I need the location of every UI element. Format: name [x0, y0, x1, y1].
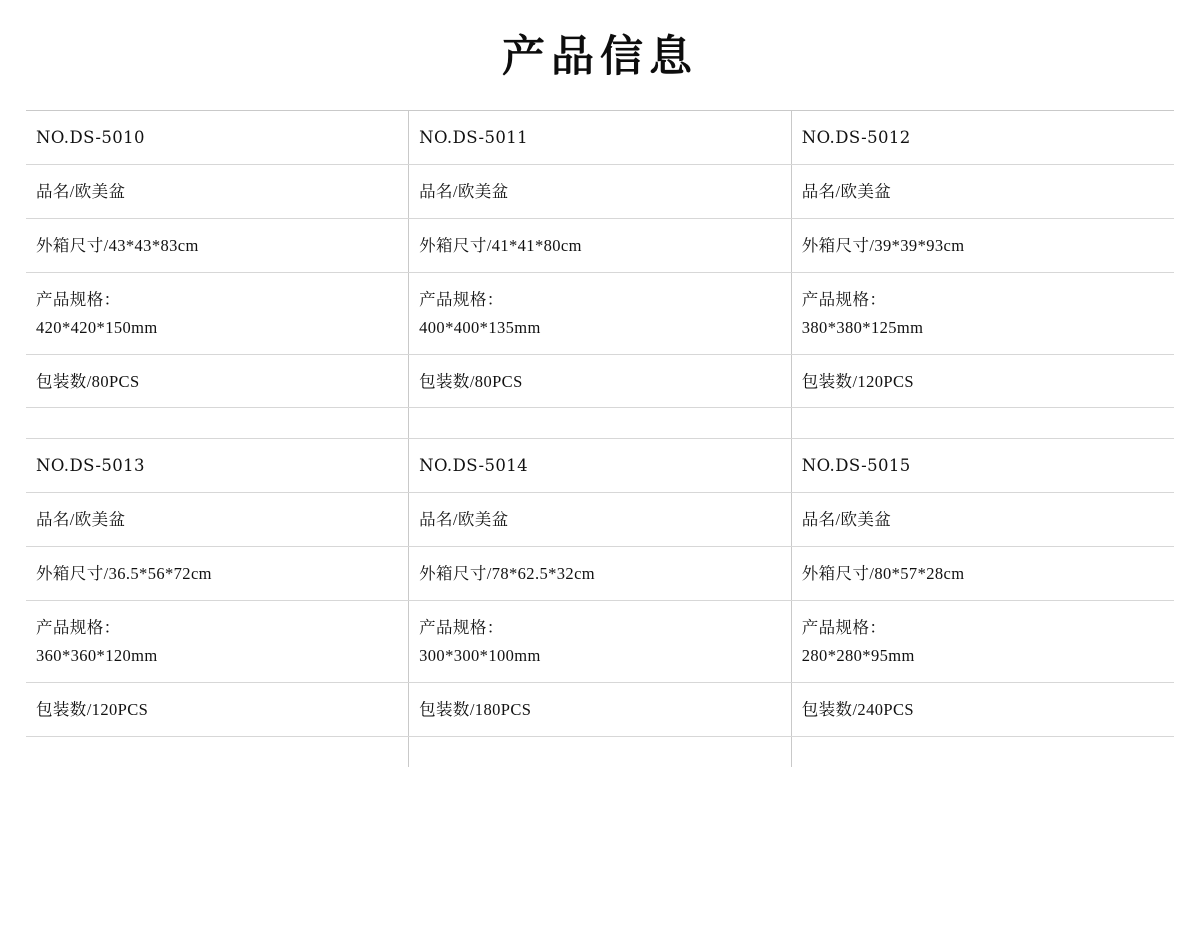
product-spec [792, 273, 1174, 354]
cell-name-6 [791, 493, 1174, 547]
packing-qty: 包装数/80PCS [36, 371, 140, 391]
cell-packing-1 [26, 354, 409, 408]
cell-packing-4 [26, 683, 409, 737]
cell-packing-2 [409, 354, 792, 408]
packing-qty: 包装数/120PCS [801, 371, 914, 391]
product-spec-value: 420*420*150mm [36, 317, 158, 337]
product-no: NO.DS-5010 [36, 127, 145, 147]
cell-packing-3 [791, 354, 1174, 408]
cell-carton-4 [26, 547, 409, 601]
table-row [26, 110, 1174, 164]
block-separator-cell [791, 408, 1174, 439]
product-no: NO.DS-5013 [36, 456, 145, 476]
document-page [0, 30, 1200, 930]
cell-name-1 [26, 164, 409, 218]
table-row [26, 547, 1174, 601]
carton-size: 外箱尺寸/41*41*80cm [419, 235, 582, 255]
product-no: NO.DS-5014 [419, 456, 529, 476]
product-spec-label: 产品规格： [801, 289, 887, 309]
block-separator-cell [409, 408, 792, 439]
product-spec-value: 300*300*100mm [419, 646, 541, 666]
cell-carton-6 [791, 547, 1174, 601]
cell-name-5 [409, 493, 792, 547]
cell-no-1 [26, 110, 409, 164]
table-row [26, 272, 1174, 354]
product-spec-table [26, 110, 1174, 767]
product-name: 品名/欧美盆 [36, 181, 126, 201]
page-title: 产品信息 [502, 32, 698, 82]
product-spec [409, 273, 791, 354]
cell-name-3 [791, 164, 1174, 218]
cell-spec-6 [791, 601, 1174, 683]
cell-spec-4 [26, 601, 409, 683]
cell-packing-6 [791, 683, 1174, 737]
block-separator-row [26, 408, 1174, 439]
product-name: 品名/欧美盆 [419, 181, 509, 201]
product-spec-label: 产品规格： [36, 289, 121, 309]
cell-spec-3 [791, 272, 1174, 354]
product-no: NO.DS-5011 [419, 127, 529, 147]
cell-spec-1 [26, 272, 409, 354]
product-name: 品名/欧美盆 [419, 510, 509, 530]
table-row [26, 354, 1174, 408]
product-no: NO.DS-5015 [801, 456, 911, 476]
cell-no-2 [409, 110, 792, 164]
product-spec-label: 产品规格： [801, 618, 887, 638]
packing-qty: 包装数/120PCS [36, 700, 149, 720]
product-spec-table-wrapper [26, 110, 1174, 767]
cell-carton-1 [26, 218, 409, 272]
table-row [26, 683, 1174, 737]
footer-band-cell [26, 736, 409, 767]
table-footer-band [26, 736, 1174, 767]
packing-qty: 包装数/80PCS [419, 371, 523, 391]
cell-no-5 [409, 439, 792, 493]
footer-band-cell [409, 736, 792, 767]
table-row [26, 218, 1174, 272]
product-name: 品名/欧美盆 [36, 510, 126, 530]
product-spec [409, 601, 791, 682]
cell-no-3 [791, 110, 1174, 164]
cell-no-4 [26, 439, 409, 493]
cell-no-6 [791, 439, 1174, 493]
cell-name-2 [409, 164, 792, 218]
product-spec [792, 601, 1174, 682]
carton-size: 外箱尺寸/36.5*56*72cm [36, 564, 212, 584]
product-spec-value: 280*280*95mm [801, 646, 915, 666]
product-name: 品名/欧美盆 [801, 181, 892, 201]
table-row [26, 439, 1174, 493]
packing-qty: 包装数/240PCS [801, 700, 914, 720]
carton-size: 外箱尺寸/78*62.5*32cm [419, 564, 596, 584]
cell-carton-5 [409, 547, 792, 601]
cell-carton-2 [409, 218, 792, 272]
carton-size: 外箱尺寸/39*39*93cm [801, 235, 965, 255]
product-spec-label: 产品规格： [36, 618, 121, 638]
product-no: NO.DS-5012 [801, 127, 911, 147]
cell-spec-5 [409, 601, 792, 683]
carton-size: 外箱尺寸/80*57*28cm [801, 564, 965, 584]
table-row [26, 493, 1174, 547]
product-spec-label: 产品规格： [419, 618, 504, 638]
product-spec [26, 601, 408, 682]
product-spec-label: 产品规格： [419, 289, 504, 309]
cell-carton-3 [791, 218, 1174, 272]
cell-spec-2 [409, 272, 792, 354]
product-spec-value: 380*380*125mm [801, 317, 924, 337]
cell-name-4 [26, 493, 409, 547]
footer-band-cell [791, 736, 1174, 767]
packing-qty: 包装数/180PCS [419, 700, 532, 720]
table-row [26, 164, 1174, 218]
table-row [26, 601, 1174, 683]
product-name: 品名/欧美盆 [801, 510, 892, 530]
cell-packing-5 [409, 683, 792, 737]
product-spec [26, 273, 408, 354]
product-spec-value: 360*360*120mm [36, 646, 158, 666]
product-spec-value: 400*400*135mm [419, 317, 541, 337]
block-separator-cell [26, 408, 409, 439]
carton-size: 外箱尺寸/43*43*83cm [36, 235, 199, 255]
